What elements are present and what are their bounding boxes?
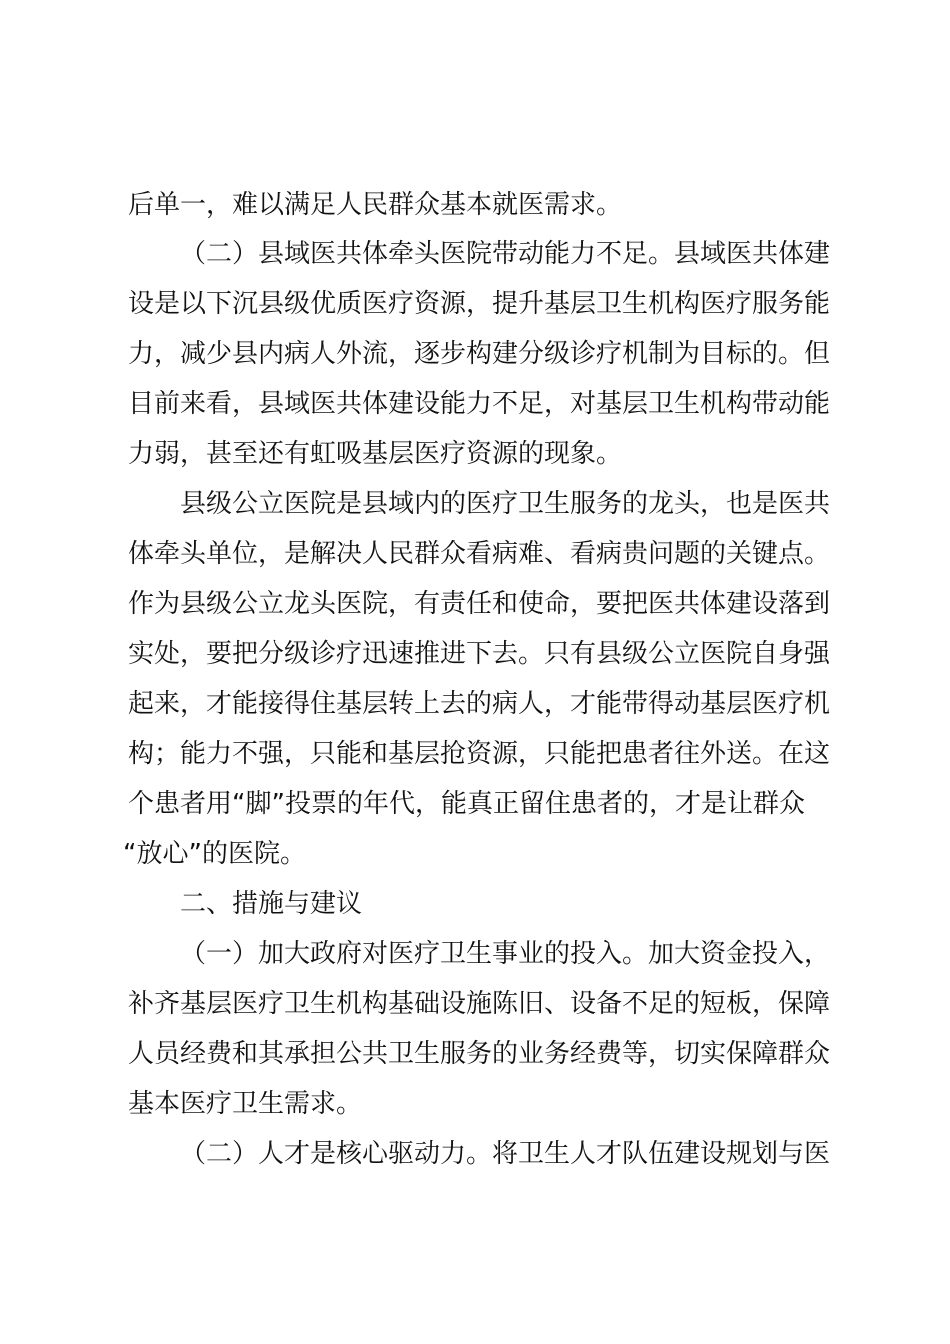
text-line: 个患者用“脚”投票的年代，能真正留住患者的，才是让群众 [128,789,805,819]
text-line: 补齐基层医疗卫生机构基础设施陈旧、设备不足的短板，保障 [128,989,831,1019]
text-line: 力，减少县内病人外流，逐步构建分级诊疗机制为目标的。但 [128,339,831,369]
text-line: （一）加大政府对医疗卫生事业的投入。加大资金投入， [180,939,831,969]
text-line: 人员经费和其承担公共卫生服务的业务经费等，切实保障群众 [128,1039,831,1069]
text-line: 力弱，甚至还有虹吸基层医疗资源的现象。 [128,439,623,469]
text-line: 体牵头单位，是解决人民群众看病难、看病贵问题的关键点。 [128,539,831,569]
text-line: 作为县级公立龙头医院，有责任和使命，要把医共体建设落到 [128,589,831,619]
text-line: 构；能力不强，只能和基层抢资源，只能把患者往外送。在这 [128,739,831,769]
section-heading: 二、措施与建议 [180,889,363,919]
text-line: 基本医疗卫生需求。 [128,1089,363,1119]
text-line: “放心”的医院。 [123,839,306,869]
text-line: （二）县域医共体牵头医院带动能力不足。县域医共体建 [180,239,831,269]
text-line: 后单一，难以满足人民群众基本就医需求。 [128,190,623,220]
text-line: 县级公立医院是县域内的医疗卫生服务的龙头，也是医共 [180,489,831,519]
text-line: 设是以下沉县级优质医疗资源，提升基层卫生机构医疗服务能 [128,289,831,319]
text-line: 实处，要把分级诊疗迅速推进下去。只有县级公立医院自身强 [128,639,831,669]
text-line: 目前来看，县域医共体建设能力不足，对基层卫生机构带动能 [128,389,831,419]
text-line: 起来，才能接得住基层转上去的病人，才能带得动基层医疗机 [128,689,831,719]
text-line: （二）人才是核心驱动力。将卫生人才队伍建设规划与医 [180,1139,831,1169]
